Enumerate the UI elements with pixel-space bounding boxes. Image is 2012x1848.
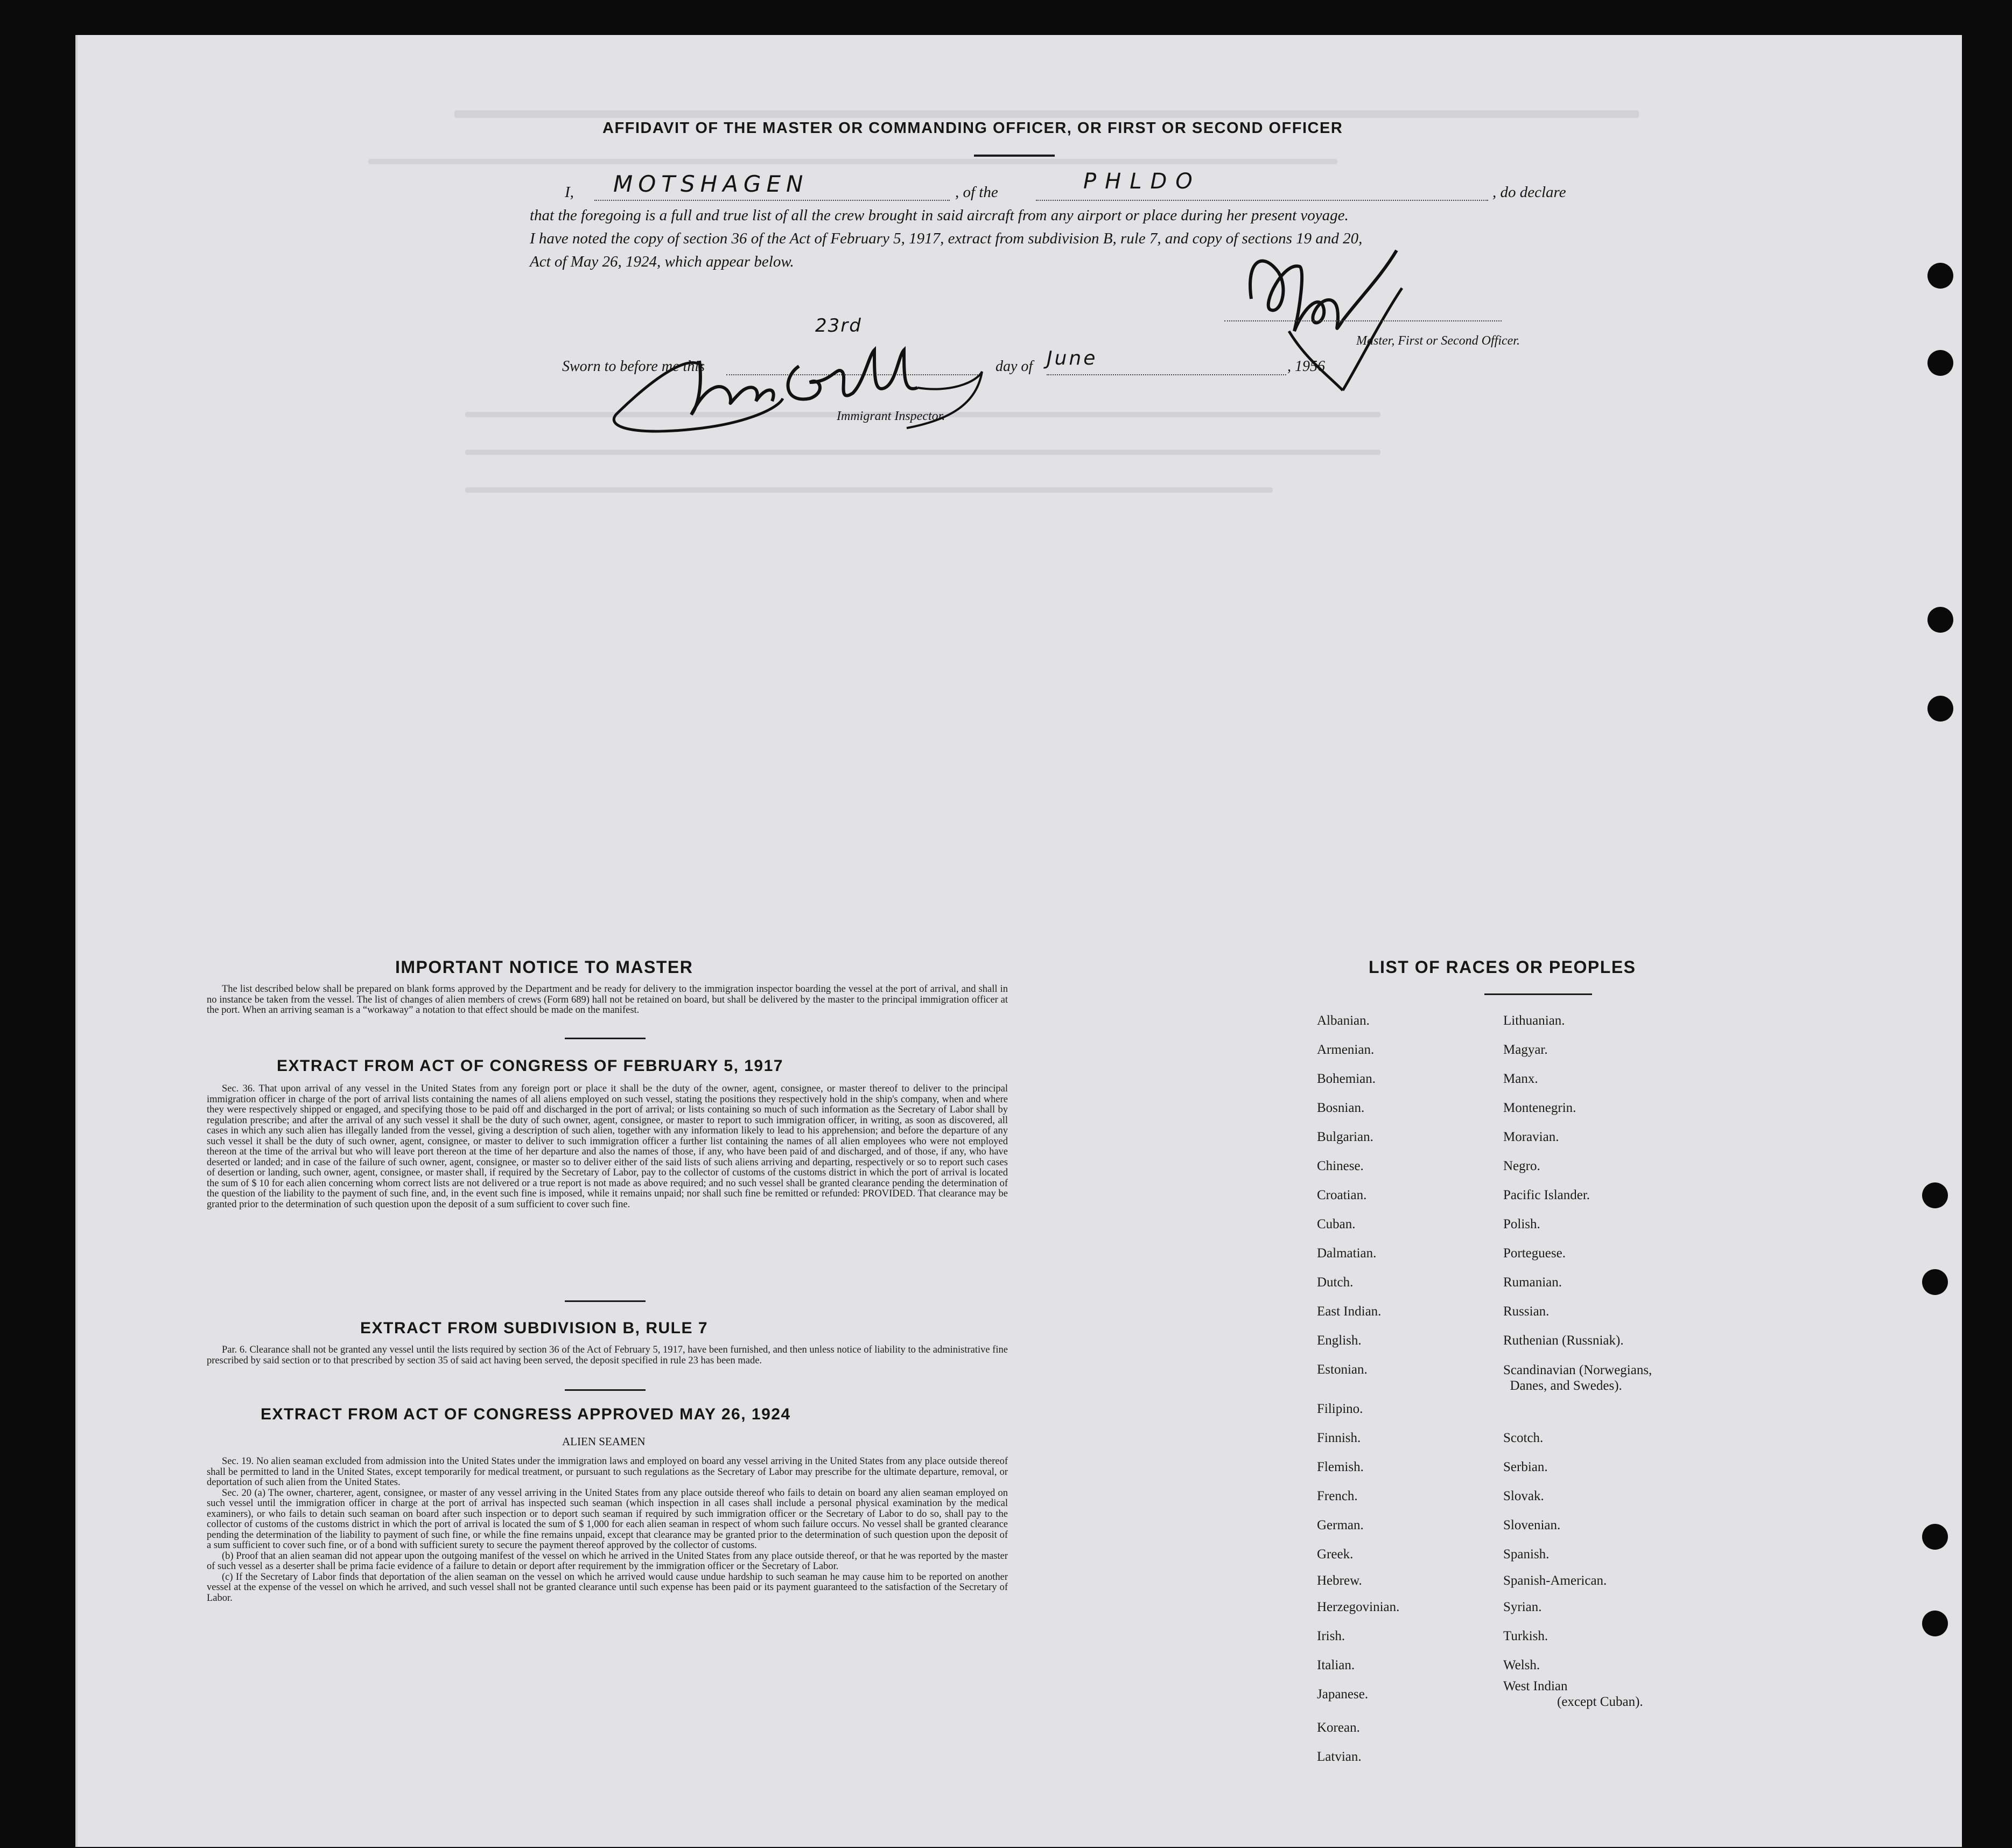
inspector-caption: Immigrant Inspector. (837, 409, 945, 423)
race-right-item: Syrian. (1503, 1600, 1542, 1614)
race-left-item: Bulgarian. (1317, 1130, 1373, 1144)
officer-signature-line (1224, 319, 1502, 321)
race-right-item: Spanish. (1503, 1547, 1550, 1562)
bleed-through-mark (454, 110, 1639, 118)
sworn-month-line (1047, 373, 1286, 375)
sworn-day: 23rd (815, 315, 862, 337)
section-19-paragraph: Sec. 19. No alien seaman excluded from admission into the United States under the immigration laws and employed on board any vessel arriving in the United States from any place outside thereof shall be permitted to land in the United States, except temporarily for medical treatment, or pursuant to such regulations as the Secretary of Labor may prescribe for the ultimate departure, removal, or deportation of such alien from the United States. (207, 1456, 1008, 1488)
races-heading: LIST OF RACES OR PEOPLES (1369, 957, 1636, 977)
race-right-item: Slovak. (1503, 1489, 1544, 1503)
race-left-item: Filipino. (1317, 1402, 1363, 1416)
race-left-item: Bosnian. (1317, 1101, 1365, 1115)
alien-seamen-subheading: ALIEN SEAMEN (562, 1435, 646, 1448)
notice-body (207, 984, 1008, 1016)
race-left-item: French. (1317, 1489, 1358, 1503)
race-right-item: Scandinavian (Norwegians, Danes, and Swedes). (1503, 1363, 1652, 1393)
race-right-item: Welsh. (1503, 1658, 1540, 1672)
declaration-line-4: Act of May 26, 1924, which appear below. (530, 253, 794, 270)
section-20c-paragraph: (c) If the Secretary of Labor finds that deportation of the alien seaman on the vessel on which he arrived would cause undue hardship to such seaman he may cause him to be reported on another vessel at the expense of the vessel on which he arrived, and such vessel shall not be granted clearance until such expense has been paid or its payment guaranteed to the satisfaction of the Secretary of Labor. (207, 1571, 1008, 1604)
race-left-item: Estonian. (1317, 1362, 1368, 1377)
extract-1924-heading: EXTRACT FROM ACT OF CONGRESS APPROVED MAY 26, 1924 (261, 1405, 791, 1423)
bleed-through-mark (368, 159, 1337, 164)
races-rule (1484, 993, 1592, 995)
race-left-item: East Indian. (1317, 1304, 1382, 1319)
extract-1924-body (207, 1457, 1008, 1604)
punch-hole (1922, 1611, 1948, 1636)
race-left-item: Chinese. (1317, 1159, 1364, 1173)
punch-hole (1927, 607, 1953, 633)
race-left-item: English. (1317, 1333, 1362, 1348)
officer-caption: Master, First or Second Officer. (1356, 334, 1520, 348)
race-right-item: Magyar. (1503, 1042, 1548, 1057)
punch-hole (1927, 263, 1953, 289)
punch-hole (1927, 350, 1953, 376)
officer-signature (1219, 229, 1424, 407)
race-right-item: Scotch. (1503, 1431, 1544, 1445)
race-right-item: Manx. (1503, 1072, 1538, 1086)
race-right-item: Porteguese. (1503, 1246, 1566, 1261)
race-right-item: Ruthenian (Russniak). (1503, 1333, 1624, 1348)
extract-1917-paragraph: Sec. 36. That upon arrival of any vessel in the United States from any foreign port or place it shall be the duty of the owner, agent, consignee, or master thereof to deliver to the principal immigration officer in charge of the port of arrival lists containing the names of all aliens employed on such vessel, stating the positions they respectively hold in the ship's company, when and where they were respectively shipped or engaged, and specifying those to be paid off and discharged in the port of arrival; or lists containing so much of such information as the Secretary of Labor shall by regulation prescribe; and after the arrival of any such vessel it shall be the duty of such owner, agent, consignee, or master to report to such immigration officer, in writing, as soon as discovered, all cases in which any such alien has illegally landed from the vessel, giving a description of such alien, together with any information likely to lead to his apprehension; and before the departure of any such vessel it shall be the duty of such owner, agent, consignee, or master to deliver to such immigration officer a further list containing the names of all alien employees who were not employed thereon at the time of the arrival but who will leave port thereon at the time of her departure and also the names of those, if any, who have been paid of and discharged, and of those, if any, who have deserted or landed; and in case of the failure of such owner, agent, consignee, or master so to deliver either of the said lists of such aliens arriving and departing, respectively or so to report such cases of desertion or landing, such owner, agent, consignee, or master shall, if required by the Secretary of Labor, pay to the collector of customs of the customs district in which the port of arrival is located the sum of $ 10 for each alien concerning whom correct lists are not delivered or a true report is not made as above required; and no such vessel shall be granted clearance pending the determination of the question of the liability to the payment of such fine, and, in the event such fine is imposed, while it remains unpaid; nor shall such fine be remitted or refunded: PROVIDED. That clearance may be granted prior to the determination of such question upon the deposit of a sum sufficient to cover such fine. (207, 1083, 1008, 1210)
declaration-mid: , of the (955, 184, 998, 201)
declaration-line-2: that the foregoing is a full and true list of all the crew brought in said aircraft from any airport or place during her present voyage. (530, 207, 1349, 224)
master-name-line (594, 199, 950, 201)
race-left-item: Dutch. (1317, 1275, 1354, 1290)
extract-1917-heading: EXTRACT FROM ACT OF CONGRESS OF FEBRUARY 5, 1917 (277, 1057, 783, 1075)
section-20a-paragraph: Sec. 20 (a) The owner, charterer, agent, consignee, or master of any vessel arriving in the United States from any place outside thereof who fails to detain on board any alien seaman employed on such vessel until the immigration officer in charge at the port of arrival has inspected such seaman (which inspection in all cases shall include a personal physical examination by the medical examiners), or who fails to detain such seaman on board after such inspection or to deport such seaman if required by such immigration officer or the Secretary of Labor to do so, shall pay to the collector of customs of the customs district in which the port of arrival is located the sum of $ 1,000 for each alien seaman in respect of whom such failure occurs. No vessel shall be granted clearance pending the determination of the liability to payment of such fine, or while the fine remains unpaid, except that clearance may be granted prior to the determination of such question upon the deposit of a sum sufficient to cover such fine, or of a bond with sufficient surety to secure the payment thereof approved by the collector of customs. (207, 1487, 1008, 1551)
inspector-signature (605, 334, 993, 458)
manifest-page (75, 35, 1962, 1847)
sworn-year: , 1956 (1287, 358, 1325, 375)
declaration-prefix: I, (565, 184, 574, 201)
race-left-item: Irish. (1317, 1629, 1345, 1643)
race-left-item: German. (1317, 1518, 1364, 1532)
race-left-item: Croatian. (1317, 1188, 1367, 1202)
rule7-paragraph: Par. 6. Clearance shall not be granted any vessel until the lists required by section 36 of the Act of February 5, 1917, have been furnished, and then unless notice of liability to the administrative fine prescribed by said section or to that prescribed by section 35 of said act having been served, the deposit specified in rule 23 has been made. (207, 1345, 1008, 1366)
race-left-item: Finnish. (1317, 1431, 1361, 1445)
race-right-item: Moravian. (1503, 1130, 1559, 1144)
race-right-item: West Indian (except Cuban). (1503, 1679, 1643, 1709)
section-20b-paragraph: (b) Proof that an alien seaman did not appear upon the outgoing manifest of the vessel on which he arrived in the United States from any place outside thereof, or that he was reported by the master of such vessel as a deserter shall be prima facie evidence of a failure to detain or deport after requirement by the immigration officer or the Secretary of Labor. (207, 1550, 1008, 1572)
race-left-item: Albanian. (1317, 1013, 1370, 1028)
sworn-text: Sworn to before me this (562, 358, 705, 375)
aircraft-name-line (1036, 199, 1488, 201)
race-left-item: Italian. (1317, 1658, 1355, 1672)
rule7-body (207, 1345, 1008, 1366)
affidavit-rule (974, 155, 1055, 157)
race-right-item: Polish. (1503, 1217, 1540, 1231)
race-left-item: Greek. (1317, 1547, 1354, 1562)
race-left-item: Latvian. (1317, 1749, 1362, 1764)
punch-hole (1922, 1269, 1948, 1295)
race-left-item: Dalmatian. (1317, 1246, 1377, 1261)
race-left-item: Japanese. (1317, 1687, 1369, 1702)
race-right-item: Spanish-American. (1503, 1573, 1607, 1588)
race-right-item: Pacific Islander. (1503, 1188, 1590, 1202)
bleed-through-mark (465, 487, 1273, 493)
rule7-rule (565, 1389, 646, 1391)
race-right-item: Negro. (1503, 1159, 1540, 1173)
race-left-item: Cuban. (1317, 1217, 1356, 1231)
race-right-item: Russian. (1503, 1304, 1550, 1319)
punch-hole (1922, 1182, 1948, 1208)
race-left-item: Bohemian. (1317, 1072, 1376, 1086)
extract-1917-body (207, 1084, 1008, 1210)
declaration-suffix: , do declare (1492, 184, 1566, 201)
race-right-item: Lithuanian. (1503, 1013, 1565, 1028)
race-left-item: Korean. (1317, 1720, 1360, 1735)
notice-paragraph: The list described below shall be prepared on blank forms approved by the Department and be ready for delivery to the immigration inspector boarding the vessel at the port of arrival, and shall in no instance be taken from the vessel. The list of changes of alien members of crews (Form 689) hall not be retained on board, but shall be delivered by the master to the principal immigration officer at the port. When an arriving seaman is a “workaway” a notation to that effect should be made on the manifest. (207, 984, 1008, 1016)
race-left-item: Flemish. (1317, 1460, 1364, 1474)
day-of-text: day of (996, 358, 1033, 375)
affidavit-heading: AFFIDAVIT OF THE MASTER OR COMMANDING OFFICER, OR FIRST OR SECOND OFFICER (602, 120, 1343, 137)
race-right-item: Serbian. (1503, 1460, 1548, 1474)
race-right-item: Turkish. (1503, 1629, 1548, 1643)
race-right-item: Montenegrin. (1503, 1101, 1576, 1115)
aircraft-name: PHLDO (1083, 169, 1201, 194)
sworn-month: June (1047, 347, 1098, 369)
declaration-line-3: I have noted the copy of section 36 of the Act of February 5, 1917, extract from subdivision B, rule 7, and copy of sections 19 and 20, (530, 230, 1363, 247)
punch-hole (1927, 696, 1953, 722)
extract-1917-rule (565, 1300, 646, 1302)
race-left-item: Hebrew. (1317, 1573, 1362, 1588)
notice-rule (565, 1038, 646, 1039)
master-name: MOTSHAGEN (613, 171, 809, 197)
race-right-item: Rumanian. (1503, 1275, 1562, 1290)
notice-heading: IMPORTANT NOTICE TO MASTER (395, 957, 693, 977)
race-left-item: Herzegovinian. (1317, 1600, 1400, 1614)
race-right-item: Slovenian. (1503, 1518, 1561, 1532)
punch-hole (1922, 1524, 1948, 1550)
race-left-item: Armenian. (1317, 1042, 1375, 1057)
rule7-heading: EXTRACT FROM SUBDIVISION B, RULE 7 (360, 1319, 709, 1337)
